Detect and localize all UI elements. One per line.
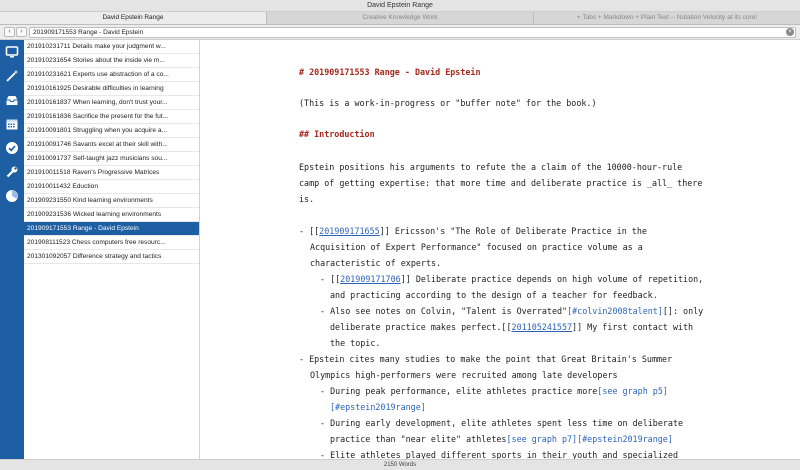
sidebar-iconbar [0,40,24,459]
clear-search-button[interactable]: × [786,28,794,36]
note-list-item[interactable]: 201910161837 When learning, don't trust your... [24,96,199,110]
editor-line: practice than "near elite" athletes[see graph p7][#epstein2019range] [330,434,673,444]
tab-creative-knowledge-work[interactable]: Creative Knowledge Work [266,12,533,24]
note-list-item[interactable]: 201910231654 Stories about the inside vie m... [24,54,199,68]
editor-line: camp of getting expertise: that more time and deliberate practice is _all_ there [299,178,703,188]
tab-bar [0,12,800,25]
editor-line: - During early development, elite athletes spent less time on deliberate [320,418,684,428]
note-editor[interactable] [201,40,800,459]
note-list-item[interactable]: 201910091737 Self-taught jazz musicians sou... [24,152,199,166]
editor-line [330,402,426,412]
note-list-item[interactable]: 201910011432 Eduction [24,180,199,194]
editor-line: - Elite athletes played different sports in their youth and specialized [320,450,678,459]
editor-line: - [[201909171655]] Ericsson's "The Role of Deliberate Practice in the [299,226,647,236]
note-list [24,40,200,459]
note-list-item[interactable]: 201910011518 Raven's Progressive Matrices [24,166,199,180]
word-count-status: 2150 Words [0,459,800,470]
editor-line: deliberate practice makes perfect.[[201105241557]] My first contact with [330,322,694,332]
editor-line: Acquisition of Expert Performance" focused on practice volume as a [310,242,643,252]
toolbar [0,25,800,40]
back-button[interactable]: ‹ [4,27,15,37]
wiki-link[interactable]: 201909171655 [319,226,380,236]
inbox-icon[interactable] [5,93,19,107]
citation-link[interactable]: [#colvin2008talent] [567,306,663,316]
editor-line: - [[201909171706]] Deliberate practice depends on high volume of repetition, [320,274,704,284]
wiki-link[interactable]: 201909171706 [340,274,401,284]
note-list-item[interactable]: 201910091801 Struggling when you acquire a... [24,124,199,138]
note-list-item[interactable]: 201909231536 Wicked learning environments [24,208,199,222]
note-list-item[interactable]: 201910231621 Experts use abstraction of a co... [24,68,199,82]
note-list-item[interactable]: 201301092057 Difference strategy and tactics [24,250,199,264]
editor-line: characteristic of experts. [310,258,442,268]
editor-line: and practicing according to the design of a teacher for feedback. [330,290,658,300]
editor-line: Olympics high-performers were recruited among late developers [310,370,618,380]
tab-tabs-markdown[interactable]: + Tabs + Markdown + Plain Text -- Notation Velocity at its core! [533,12,800,24]
magic-wand-icon[interactable] [5,69,19,83]
note-list-item[interactable]: 201910161925 Desirable difficulties in learning [24,82,199,96]
monitor-icon[interactable] [5,45,19,59]
note-list-item[interactable]: 201910091746 Savants excel at their skill with... [24,138,199,152]
forward-button[interactable]: › [16,27,27,37]
citation-link[interactable]: [#epstein2019range] [330,402,426,412]
editor-line: (This is a work-in-progress or "buffer note" for the book.) [299,98,597,108]
tab-david-epstein-range[interactable]: David Epstein Range [0,12,266,24]
pie-chart-icon[interactable] [5,189,19,203]
editor-line: is. [299,194,315,204]
citation-link[interactable]: [see graph p5] [597,386,668,396]
calendar-icon[interactable] [5,117,19,131]
editor-line: - During peak performance, elite athletes practice more[see graph p5] [320,386,668,396]
wiki-link[interactable]: 201105241557 [511,322,573,332]
wrench-icon[interactable] [5,165,19,179]
note-list-item[interactable]: 201910161836 Sacrifice the present for the fut... [24,110,199,124]
note-list-item-selected[interactable]: 201909171553 Range - David Epstein [24,222,199,236]
citation-link[interactable]: [#epstein2019range] [577,434,673,444]
window-title: David Epstein Range [0,0,800,12]
note-title-heading: # 201909171553 Range - David Epstein [299,67,481,77]
citation-link[interactable]: [see graph p7] [506,434,578,444]
editor-line: the topic. [330,338,381,348]
editor-line: Epstein positions his arguments to refute the a claim of the 10000-hour-rule [299,162,683,172]
search-input[interactable]: 201909171553 Range - David Epstein [29,27,796,38]
section-heading: ## Introduction [299,129,375,139]
editor-line: - Epstein cites many studies to make the point that Great Britain's Summer [299,354,673,364]
note-list-item[interactable]: 201910231711 Details make your judgment w... [24,40,199,54]
note-list-item[interactable]: 201909231550 Kind learning environments [24,194,199,208]
checkmark-icon[interactable] [5,141,19,155]
editor-line: - Also see notes on Colvin, "Talent is Overrated"[#colvin2008talent][]: only [320,306,704,316]
note-list-item[interactable]: 201908111523 Chess computers free resourc... [24,236,199,250]
